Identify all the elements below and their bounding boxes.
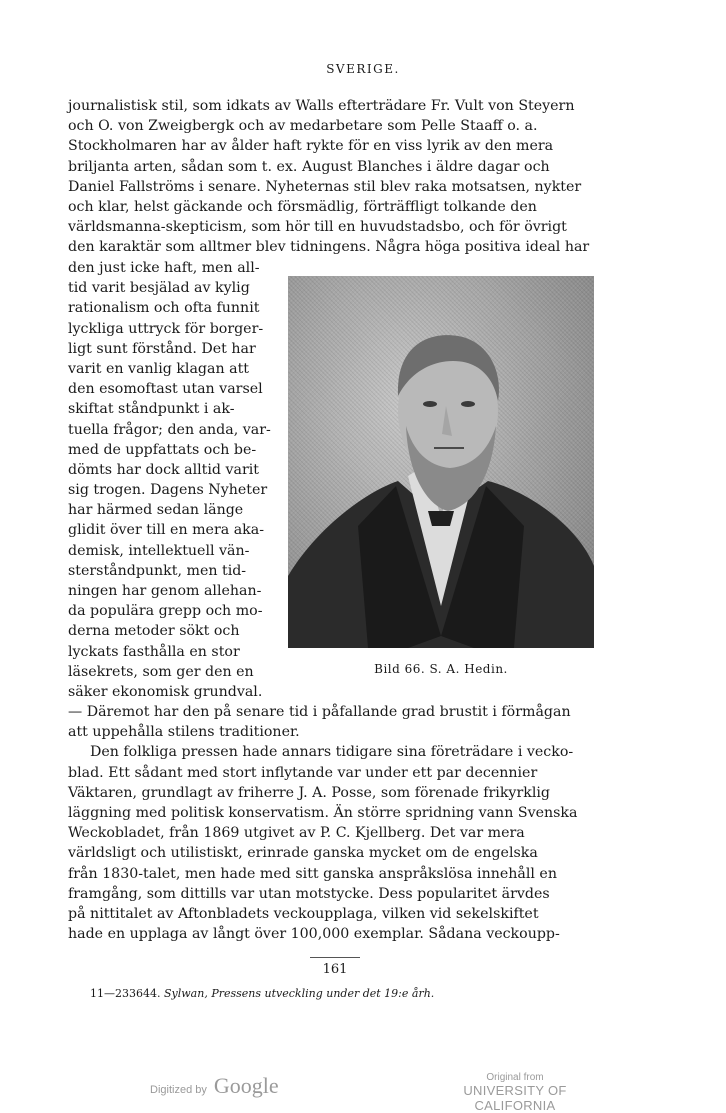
text-line: framgång, som dittills var utan motstycke. Dess popularitet ärvdes xyxy=(68,885,550,902)
text-line: och O. von Zweigbergk och av medarbetare som Pelle Staaff o. a. xyxy=(68,118,538,135)
text-line: ningen har genom allehan- xyxy=(68,583,262,599)
text-line: den karaktär som alltmer blev tidningens. Några höga positiva ideal har xyxy=(68,239,590,256)
text-line: läggning med politisk konservatism. Än större spridning vann Svenska xyxy=(68,804,578,821)
text-line: lyckats fasthålla en stor xyxy=(68,643,240,660)
printer-footnote xyxy=(90,987,434,1000)
text-line: skiftat ståndpunkt i ak- xyxy=(68,401,235,418)
text-line: sig trogen. Dagens Nyheter xyxy=(68,482,268,499)
text-line: Den folkliga pressen hade annars tidigare sina företrädare i vecko- xyxy=(90,744,574,761)
text-line: varit en vanlig klagan att xyxy=(68,360,249,377)
text-line: ligt sunt förstånd. Det har xyxy=(68,340,256,357)
text-line: derna metoder sökt och xyxy=(68,623,240,640)
text-line: att uppehålla stilens traditioner. xyxy=(68,724,300,741)
text-line: läsekrets, som ger den en xyxy=(68,663,254,680)
text-line: Weckobladet, från 1869 utgivet av P. C. Kjellberg. Det var mera xyxy=(68,825,525,842)
text-line: på nittitalet av Aftonbladets veckoupplaga, vilken vid sekelskiftet xyxy=(68,905,539,922)
digitized-by-label: Digitized by xyxy=(150,1084,207,1096)
text-line: dömts har dock alltid varit xyxy=(68,461,259,478)
text-line: rationalism och ofta funnit xyxy=(68,300,260,317)
wrapped-column xyxy=(68,258,276,702)
page-number-rule xyxy=(310,957,360,958)
text-line: journalistisk stil, som idkats av Walls efterträdare Fr. Vult von Steyern xyxy=(68,98,575,114)
running-header: SVERIGE. xyxy=(326,62,400,76)
text-line: den just icke haft, men all- xyxy=(68,260,260,276)
signature-mark: 11—233644. xyxy=(90,987,161,1000)
figure-caption: Bild 66. S. A. Hedin. xyxy=(374,662,508,676)
institution-label: UNIVERSITY OF CALIFORNIA xyxy=(463,1083,567,1113)
text-line: säker ekonomisk grundval. xyxy=(68,683,263,700)
bottom-paragraph xyxy=(68,702,598,944)
text-line: briljanta arten, sådan som t. ex. August Blanches i äldre dagar och xyxy=(68,158,550,175)
text-line: från 1830-talet, men hade med sitt ganska anspråkslösa innehåll en xyxy=(68,865,557,882)
text-line: tid varit besjälad av kylig xyxy=(68,280,250,297)
original-from-watermark xyxy=(440,1072,590,1113)
text-line: lyckliga uttryck för borger- xyxy=(68,320,264,337)
text-line: med de uppfattats och be- xyxy=(68,441,257,458)
portrait-illustration xyxy=(288,276,594,648)
text-line: sterståndpunkt, men tid- xyxy=(68,562,247,579)
text-line: Väktaren, grundlagt av friherre J. A. Posse, som förenade frikyrklig xyxy=(68,784,550,801)
text-line: hade en upplaga av långt över 100,000 exemplar. Sådana veckoupp- xyxy=(68,926,560,943)
text-line: da populära grepp och mo- xyxy=(68,603,263,620)
text-line: Daniel Fallströms i senare. Nyheternas stil blev raka motsatsen, nykter xyxy=(68,178,582,195)
text-line: Stockholmaren har av ålder haft rykte för en viss lyrik av den mera xyxy=(68,138,554,155)
text-line: och klar, helst gäckande och försmädlig, förträffligt tolkande den xyxy=(68,198,537,215)
original-from-label: Original from xyxy=(486,1072,544,1083)
page-number: 161 xyxy=(322,962,348,977)
text-line: — Däremot har den på senare tid i påfallande grad brustit i förmågan xyxy=(68,704,571,720)
text-line: har härmed sedan länge xyxy=(68,502,244,519)
text-line: glidit över till en mera aka- xyxy=(68,522,265,539)
text-line: blad. Ett sådant med stort inflytande var under ett par decennier xyxy=(68,764,538,781)
digitized-by-watermark xyxy=(150,1073,279,1099)
text-line: tuella frågor; den anda, var- xyxy=(68,421,271,438)
portrait-photo xyxy=(288,276,594,648)
text-line: demisk, intellektuell vän- xyxy=(68,542,250,559)
top-paragraph xyxy=(68,96,598,258)
text-line: världsmanna-skepticism, som hör till en huvudstadsbo, och för övrigt xyxy=(68,219,567,236)
text-line: världsligt och utilistiskt, erinrade ganska mycket om de engelska xyxy=(68,845,538,862)
google-logo: Google xyxy=(213,1073,279,1098)
footnote-text: Sylwan, Pressens utveckling under det 19:e årh. xyxy=(164,987,435,1000)
text-line: den esomoftast utan varsel xyxy=(68,381,263,398)
